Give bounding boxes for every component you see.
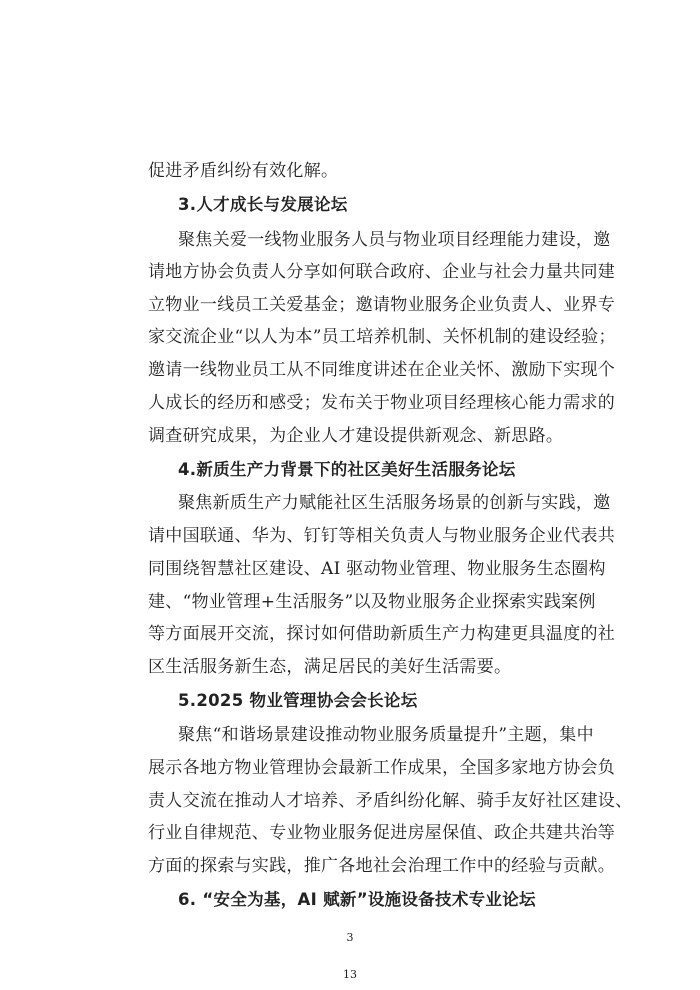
paragraph-line: 促进矛盾纠纷有效化解。 — [148, 161, 339, 181]
paragraph-line: 等方面展开交流，探讨如何借助新质生产力构建更具温度的社 — [148, 624, 616, 644]
paragraph-line: 邀请一线物业员工从不同维度讲述在企业关怀、激励下实现个 — [148, 360, 616, 380]
section-heading-6: 6. “安全为基，AI 赋新”设施设备技术专业论坛 — [178, 890, 536, 909]
paragraph-line: 建、“物业管理+生活服务”以及物业服务企业探索实践案例 — [148, 592, 596, 612]
section-heading-4: 4.新质生产力背景下的社区美好生活服务论坛 — [178, 460, 516, 479]
outer-page-number: 13 — [343, 968, 357, 981]
paragraph-line: 区生活服务新生态，满足居民的美好生活需要。 — [148, 657, 512, 677]
paragraph-line: 立物业一线员工关爱基金；邀请物业服务企业负责人、业界专 — [148, 295, 616, 315]
paragraph-line: 聚焦新质生产力赋能社区生活服务场景的创新与实践，邀 — [178, 493, 611, 513]
paragraph-line: 展示各地方物业管理协会最新工作成果，全国多家地方协会负 — [148, 758, 616, 778]
inner-page-number: 3 — [346, 931, 354, 944]
paragraph-line: 请中国联通、华为、钉钉等相关负责人与物业服务企业代表共 — [148, 526, 616, 546]
paragraph-line: 行业自律规范、专业物业服务促进房屋保值、政企共建共治等 — [148, 823, 616, 843]
section-heading-5: 5.2025 物业管理协会会长论坛 — [178, 691, 418, 710]
paragraph-line: 同围绕智慧社区建设、AI 驱动物业管理、物业服务生态圈构 — [148, 559, 606, 579]
section-heading-3: 3.人才成长与发展论坛 — [178, 195, 348, 214]
paragraph-line: 聚焦关爱一线物业服务人员与物业项目经理能力建设，邀 — [178, 230, 611, 250]
paragraph-line: 家交流企业“以人为本”员工培养机制、关怀机制的建设经验； — [148, 327, 616, 347]
paragraph-line: 人成长的经历和感受；发布关于物业项目经理核心能力需求的 — [148, 393, 616, 413]
paragraph-line: 责人交流在推动人才培养、矛盾纠纷化解、骑手友好社区建设、 — [148, 791, 633, 811]
paragraph-line: 方面的探索与实践，推广各地社会治理工作中的经验与贡献。 — [148, 856, 616, 876]
paragraph-line: 聚焦“和谐场景建设推动物业服务质量提升”主题，集中 — [178, 725, 594, 745]
paragraph-line: 请地方协会负责人分享如何联合政府、企业与社会力量共同建 — [148, 262, 616, 282]
paragraph-line: 调查研究成果，为企业人才建设提供新观念、新思路。 — [148, 426, 564, 446]
